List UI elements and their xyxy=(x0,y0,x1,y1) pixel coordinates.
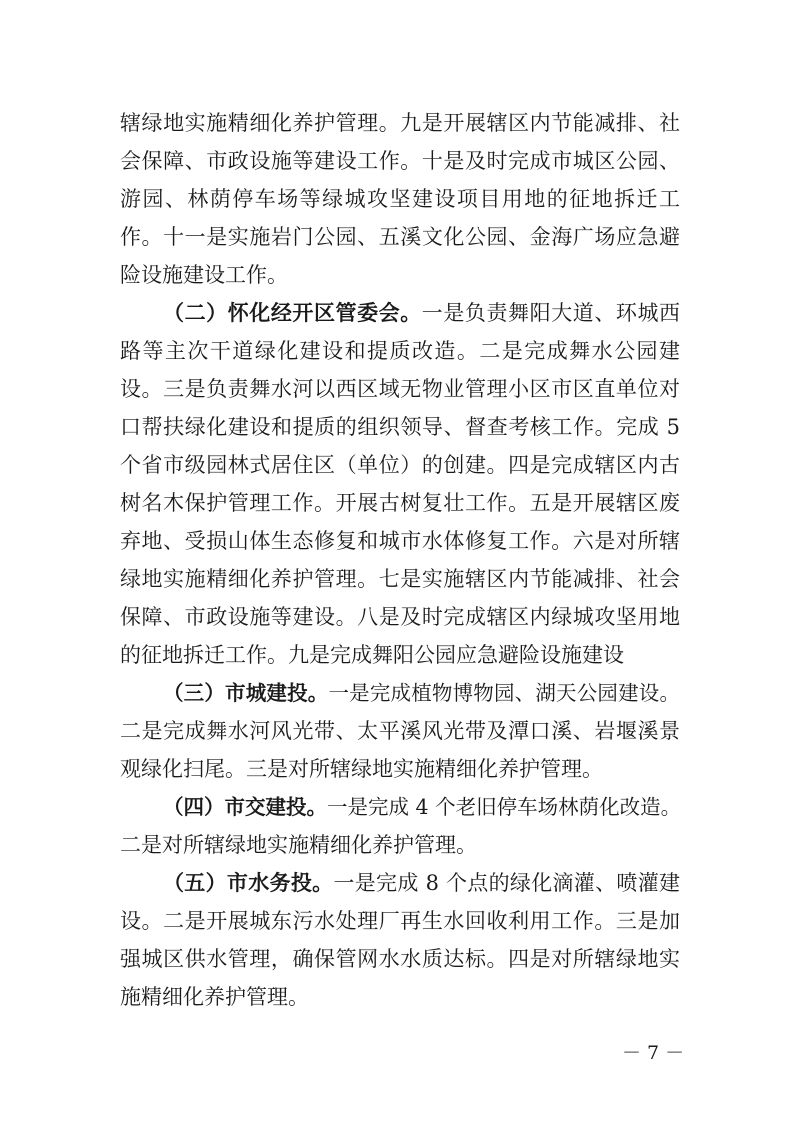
line-text: 观绿化扫尾。三是对所辖绿地实施精细化养护管理。 xyxy=(120,757,603,781)
line-text: 施精细化养护管理。 xyxy=(120,985,309,1009)
line-text: 会保障、市政设施等建设工作。十是及时完成市城区公园、 xyxy=(120,149,680,173)
paragraph-line xyxy=(120,184,680,214)
line-text: 一是完成 4 个老旧停车场林荫化改造。 xyxy=(327,795,682,819)
line-text: 险设施建设工作。 xyxy=(120,263,288,287)
paragraph-line xyxy=(120,716,680,746)
line-text: 一是完成 8 个点的绿化滴灌、喷灌建 xyxy=(333,871,681,895)
line-text: 的征地拆迁工作。九是完成舞阳公园应急避险设施建设 xyxy=(120,643,624,667)
line-text: 设。三是负责舞水河以西区域无物业管理小区市区直单位对 xyxy=(120,377,680,401)
line-text: 保障、市政设施等建设。八是及时完成辖区内绿城攻坚用地 xyxy=(120,605,680,629)
paragraph-line xyxy=(120,526,680,556)
paragraph-line xyxy=(120,450,680,480)
line-text: 口帮扶绿化建设和提质的组织领导、督查考核工作。完成 5 xyxy=(120,415,680,439)
line-text: 绿地实施精细化养护管理。七是实施辖区内节能减排、社会 xyxy=(120,567,680,591)
section-heading-line xyxy=(163,868,680,898)
line-text: 设。二是开展城东污水处理厂再生水回收利用工作。三是加 xyxy=(120,909,680,933)
line-text: 二是完成舞水河风光带、太平溪风光带及潭口溪、岩堰溪景 xyxy=(120,719,680,743)
section-heading-line xyxy=(163,792,680,822)
section-heading-line xyxy=(163,298,680,328)
paragraph-line xyxy=(120,906,680,936)
section-heading: （四）市交建投。 xyxy=(163,795,327,819)
line-text: 二是对所辖绿地实施精细化养护管理。 xyxy=(120,833,477,857)
line-text: 强城区供水管理，确保管网水水质达标。四是对所辖绿地实 xyxy=(120,947,680,971)
paragraph-line xyxy=(120,374,680,404)
paragraph-line xyxy=(120,108,680,138)
paragraph-line xyxy=(120,602,680,632)
section-heading: （五）市水务投。 xyxy=(163,871,334,895)
line-text: 路等主次干道绿化建设和提质改造。二是完成舞水公园建 xyxy=(120,339,680,363)
section-heading-line xyxy=(163,678,680,708)
paragraph-line xyxy=(120,754,680,784)
paragraph-line xyxy=(120,260,680,290)
section-heading: （二）怀化经开区管委会。 xyxy=(163,301,422,325)
paragraph-line xyxy=(120,640,680,670)
line-text: 游园、林荫停车场等绿城攻坚建设项目用地的征地拆迁工 xyxy=(120,187,680,211)
paragraph-line xyxy=(120,564,680,594)
section-heading: （三）市城建投。 xyxy=(163,681,329,705)
line-text: 个省市级园林式居住区（单位）的创建。四是完成辖区内古 xyxy=(120,453,680,477)
paragraph-line xyxy=(120,336,680,366)
line-text: 一是完成植物博物园、湖天公园建设。 xyxy=(328,681,680,705)
page-number: － 7 － xyxy=(622,1042,685,1064)
line-text: 树名木保护管理工作。开展古树复壮工作。五是开展辖区废 xyxy=(120,491,680,515)
paragraph-line xyxy=(120,944,680,974)
paragraph-line xyxy=(120,222,680,252)
paragraph-line xyxy=(120,982,680,1012)
paragraph-line xyxy=(120,146,680,176)
paragraph-line xyxy=(120,488,680,518)
line-text: 辖绿地实施精细化养护管理。九是开展辖区内节能减排、社 xyxy=(120,111,680,135)
paragraph-line xyxy=(120,830,680,860)
paragraph-line xyxy=(120,412,680,442)
line-text: 一是负责舞阳大道、环城西 xyxy=(421,301,681,325)
line-text: 作。十一是实施岩门公园、五溪文化公园、金海广场应急避 xyxy=(120,225,680,249)
line-text: 弃地、受损山体生态修复和城市水体修复工作。六是对所辖 xyxy=(120,529,680,553)
